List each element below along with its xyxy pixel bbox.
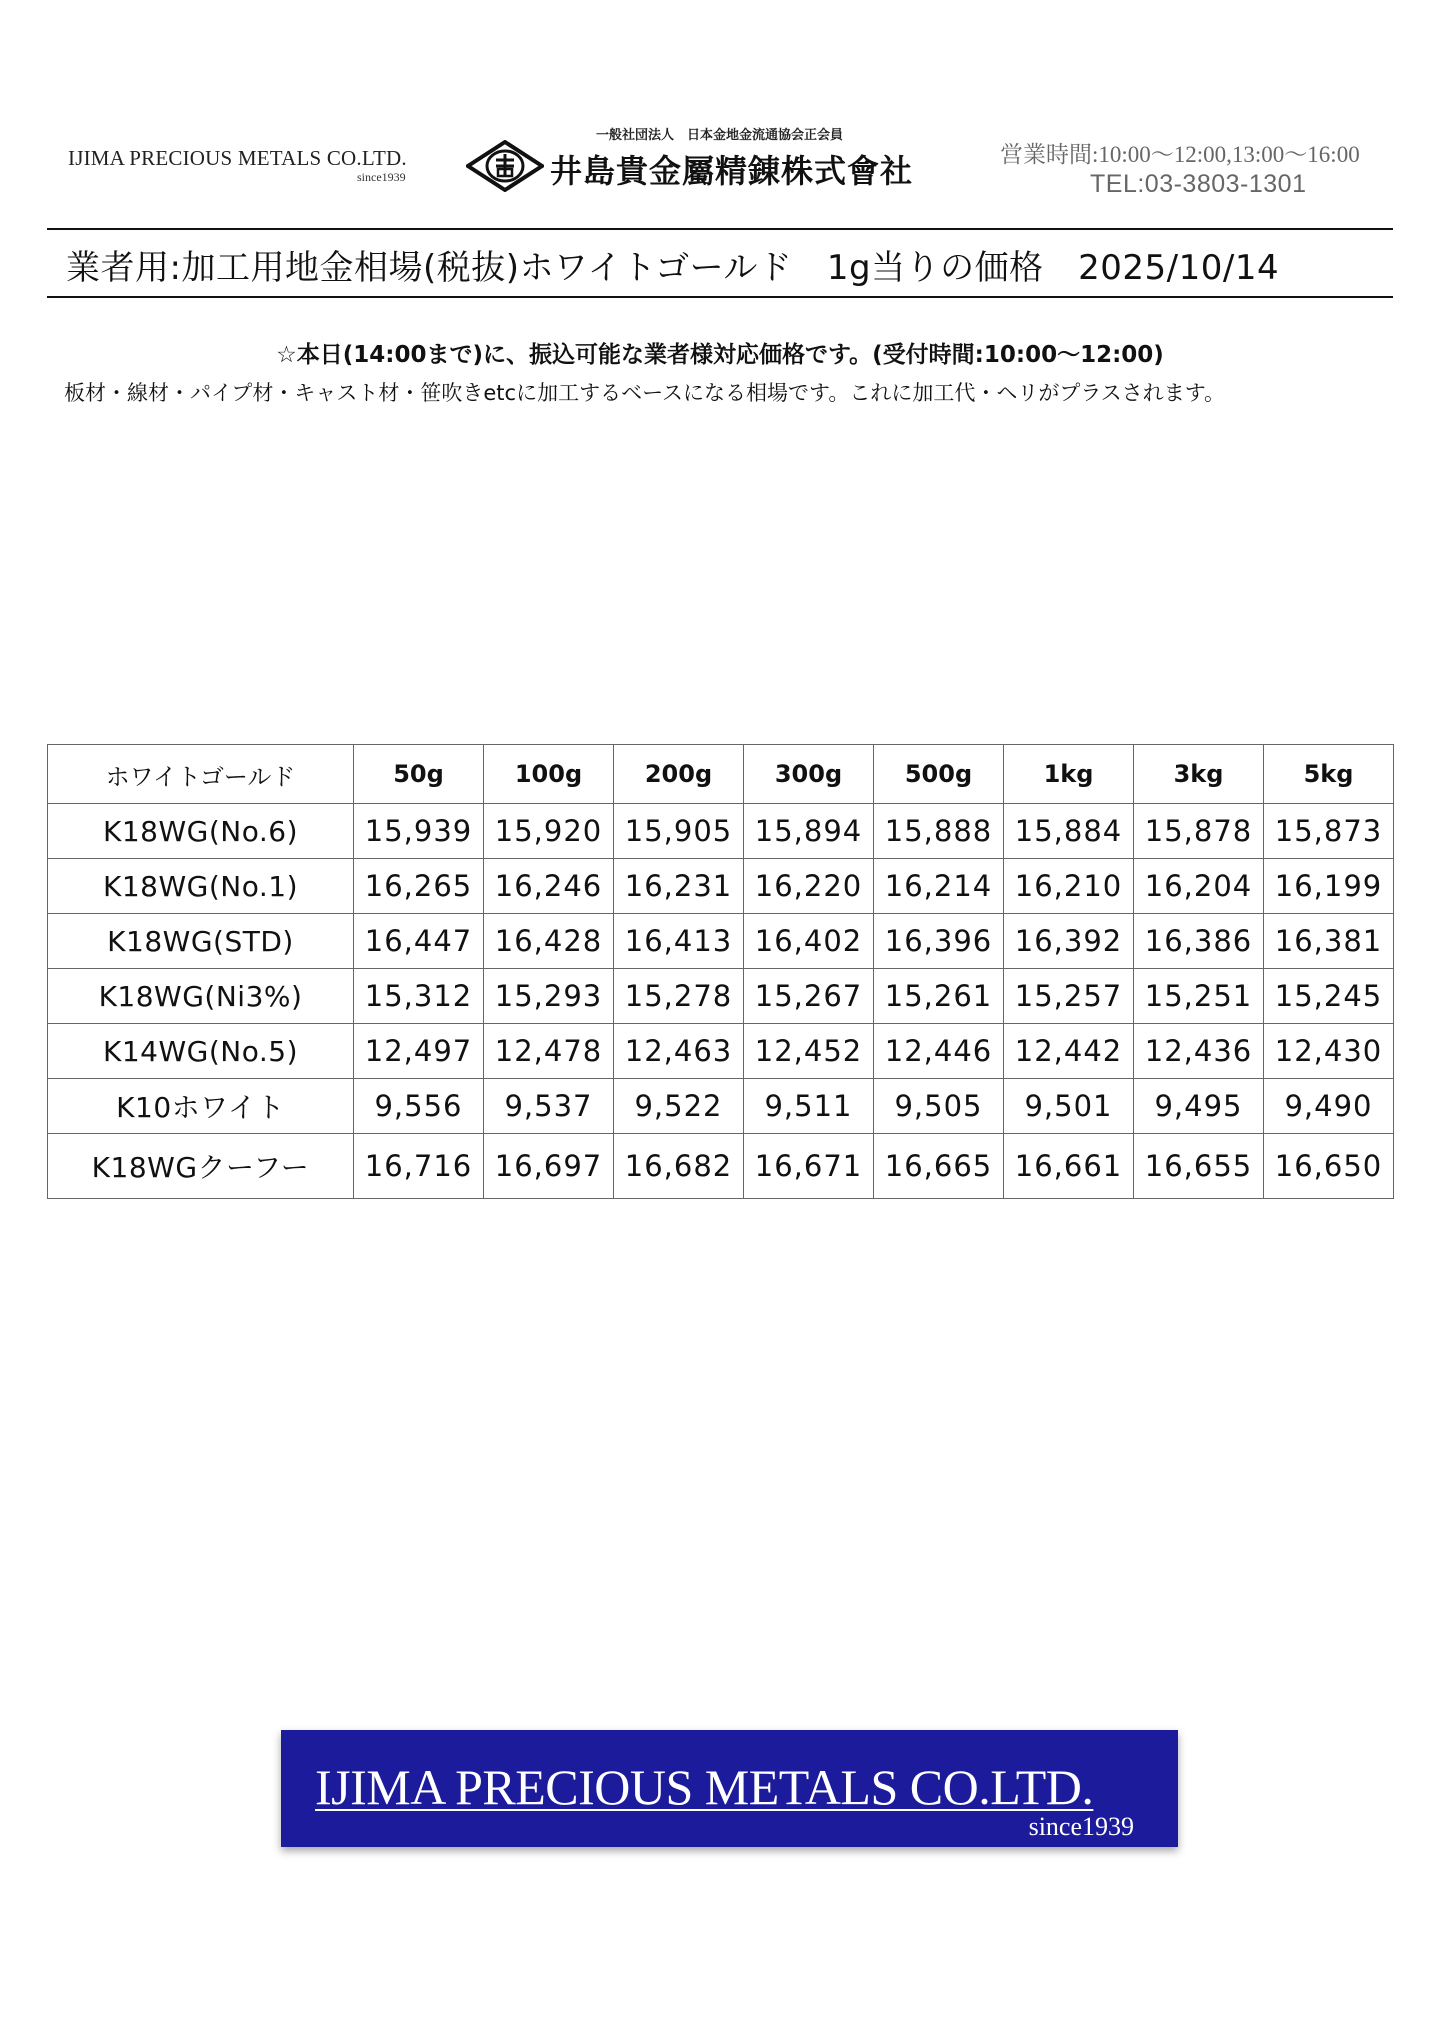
table-row — [48, 969, 1394, 1024]
price-cell: 16,246 — [484, 859, 614, 914]
column-header: 100g — [484, 745, 614, 804]
price-cell: 15,251 — [1134, 969, 1264, 1024]
price-cell: 15,894 — [744, 804, 874, 859]
company-name-jp: 井島貴金屬精錬株式會社 — [550, 152, 914, 190]
price-cell: 12,436 — [1134, 1024, 1264, 1079]
price-cell: 16,199 — [1264, 859, 1394, 914]
price-cell: 16,402 — [744, 914, 874, 969]
price-cell: 9,490 — [1264, 1079, 1394, 1134]
price-cell: 12,446 — [874, 1024, 1004, 1079]
price-cell: 16,265 — [354, 859, 484, 914]
column-header: 1kg — [1004, 745, 1134, 804]
column-header: 200g — [614, 745, 744, 804]
price-table — [47, 744, 1394, 1199]
table-corner-header: ホワイトゴールド — [48, 745, 354, 804]
table-row — [48, 914, 1394, 969]
column-header: 500g — [874, 745, 1004, 804]
price-cell: 9,495 — [1134, 1079, 1264, 1134]
price-cell: 16,396 — [874, 914, 1004, 969]
price-cell: 16,428 — [484, 914, 614, 969]
price-cell: 15,278 — [614, 969, 744, 1024]
price-cell: 12,430 — [1264, 1024, 1394, 1079]
price-cell: 16,381 — [1264, 914, 1394, 969]
price-cell: 16,665 — [874, 1134, 1004, 1199]
row-name: K18WGクーフー — [48, 1134, 354, 1199]
price-cell: 16,220 — [744, 859, 874, 914]
price-cell: 15,939 — [354, 804, 484, 859]
table-row — [48, 859, 1394, 914]
price-cell: 16,716 — [354, 1134, 484, 1199]
price-cell: 15,245 — [1264, 969, 1394, 1024]
price-cell: 16,386 — [1134, 914, 1264, 969]
price-cell: 16,214 — [874, 859, 1004, 914]
price-cell: 15,267 — [744, 969, 874, 1024]
price-cell: 16,661 — [1004, 1134, 1134, 1199]
price-cell: 16,413 — [614, 914, 744, 969]
row-name: K18WG(No.1) — [48, 859, 354, 914]
price-cell: 12,497 — [354, 1024, 484, 1079]
business-hours: 営業時間:10:00〜12:00,13:00〜16:00 — [1000, 142, 1360, 167]
price-cell: 16,210 — [1004, 859, 1134, 914]
table-row — [48, 804, 1394, 859]
price-cell: 9,522 — [614, 1079, 744, 1134]
price-cell: 16,697 — [484, 1134, 614, 1199]
price-cell: 15,257 — [1004, 969, 1134, 1024]
row-name: K10ホワイト — [48, 1079, 354, 1134]
banner-company-name: IJIMA PRECIOUS METALS CO.LTD. — [315, 1759, 1094, 1815]
price-cell: 16,650 — [1264, 1134, 1394, 1199]
price-cell: 9,501 — [1004, 1079, 1134, 1134]
price-cell: 16,231 — [614, 859, 744, 914]
price-cell: 15,312 — [354, 969, 484, 1024]
price-cell: 15,873 — [1264, 804, 1394, 859]
price-cell: 16,447 — [354, 914, 484, 969]
price-cell: 15,878 — [1134, 804, 1264, 859]
row-name: K18WG(Ni3%) — [48, 969, 354, 1024]
row-name: K18WG(STD) — [48, 914, 354, 969]
company-since: since1939 — [357, 170, 406, 184]
price-cell: 16,682 — [614, 1134, 744, 1199]
row-name: K14WG(No.5) — [48, 1024, 354, 1079]
title-bottom-rule — [47, 296, 1393, 298]
company-banner — [281, 1730, 1178, 1847]
price-description: 板材・線材・パイプ材・キャスト材・笹吹きetcに加工するベースになる相場です。これに加工代・ヘリがプラスされます。 — [64, 381, 1226, 405]
column-header: 50g — [354, 745, 484, 804]
title-top-rule — [47, 228, 1393, 230]
price-cell: 12,452 — [744, 1024, 874, 1079]
price-cell: 16,671 — [744, 1134, 874, 1199]
price-cell: 9,556 — [354, 1079, 484, 1134]
column-header: 5kg — [1264, 745, 1394, 804]
price-cell: 9,505 — [874, 1079, 1004, 1134]
telephone: TEL:03-3803-1301 — [1090, 170, 1307, 198]
price-cell: 15,905 — [614, 804, 744, 859]
price-cell: 15,920 — [484, 804, 614, 859]
association-membership: 一般社団法人 日本金地金流通協会正会員 — [596, 128, 844, 143]
banner-since: since1939 — [1028, 1812, 1134, 1841]
company-name-en: IJIMA PRECIOUS METALS CO.LTD. — [68, 146, 407, 170]
price-cell: 9,537 — [484, 1079, 614, 1134]
column-header: 3kg — [1134, 745, 1264, 804]
table-row — [48, 1134, 1394, 1199]
price-cell: 12,478 — [484, 1024, 614, 1079]
price-notice: ☆本日(14:00まで)に、振込可能な業者様対応価格です。(受付時間:10:00〜12:00) — [276, 342, 1164, 368]
price-cell: 16,655 — [1134, 1134, 1264, 1199]
price-cell: 15,261 — [874, 969, 1004, 1024]
price-cell: 12,463 — [614, 1024, 744, 1079]
table-row — [48, 1024, 1394, 1079]
price-cell: 15,888 — [874, 804, 1004, 859]
price-cell: 15,884 — [1004, 804, 1134, 859]
price-cell: 16,204 — [1134, 859, 1264, 914]
price-cell: 15,293 — [484, 969, 614, 1024]
column-header: 300g — [744, 745, 874, 804]
price-cell: 12,442 — [1004, 1024, 1134, 1079]
row-name: K18WG(No.6) — [48, 804, 354, 859]
table-header-row — [48, 745, 1394, 804]
price-cell: 16,392 — [1004, 914, 1134, 969]
table-row — [48, 1079, 1394, 1134]
page-title: 業者用:加工用地金相場(税抜)ホワイトゴールド 1g当りの価格 2025/10/14 — [66, 248, 1280, 288]
company-seal-logo-icon — [466, 140, 544, 192]
price-cell: 9,511 — [744, 1079, 874, 1134]
